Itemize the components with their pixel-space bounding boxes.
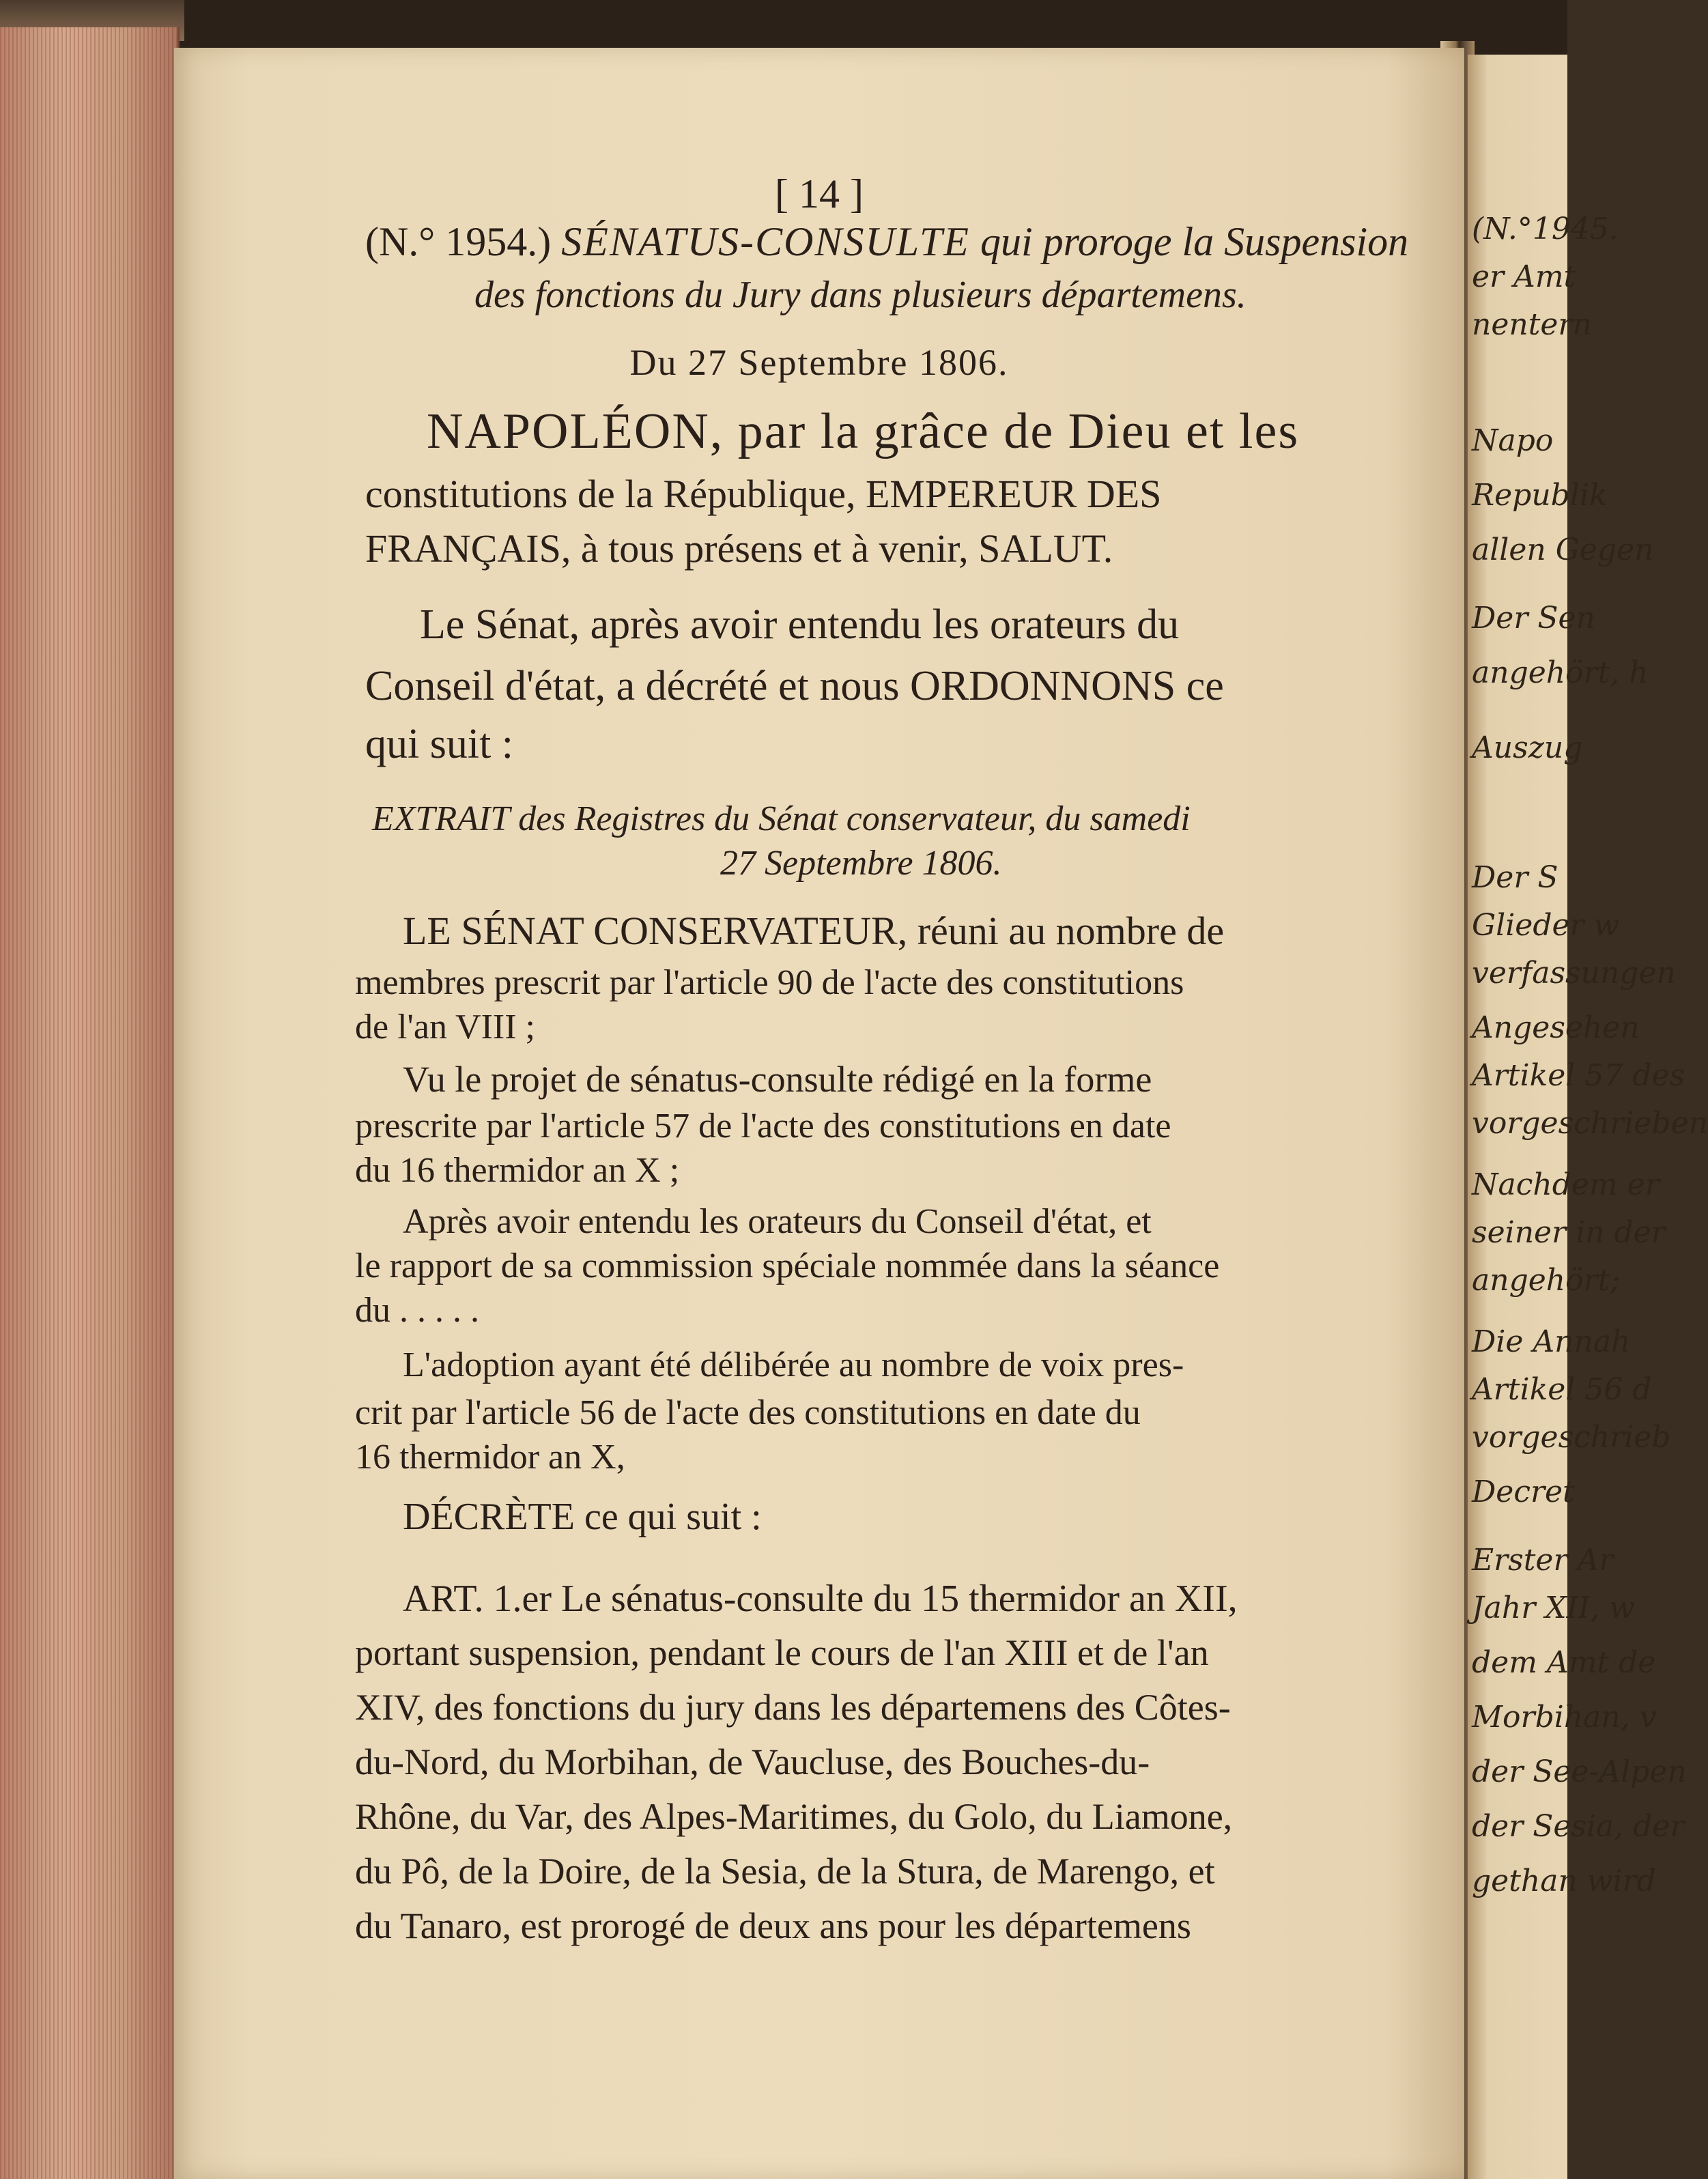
facing-line: Republik	[1472, 478, 1608, 513]
para3-line-1: Après avoir entendu les orateurs du Conseil d'état, et	[403, 1202, 1152, 1241]
para4-line-3: 16 thermidor an X,	[355, 1438, 625, 1477]
left-page	[174, 48, 1464, 2179]
heading-title-rest: qui proroge la Suspension	[980, 219, 1409, 264]
intro-line-1: Le Sénat, après avoir entendu les orateurs du	[420, 601, 1180, 648]
facing-line: Der Sen	[1472, 601, 1595, 636]
facing-line: gethan wird	[1472, 1864, 1656, 1898]
facing-line: Erster Ar	[1472, 1543, 1614, 1578]
intro-line-2: Conseil d'état, a décrété et nous ORDONNONS ce	[365, 663, 1224, 709]
facing-line: Die Annah	[1472, 1324, 1631, 1359]
facing-line: Morbihan, v	[1472, 1700, 1657, 1735]
article1-line-3: XIV, des fonctions du jury dans les départemens des Côtes-	[355, 1687, 1231, 1728]
facing-line: angehört;	[1472, 1263, 1621, 1298]
facing-line: Der S	[1472, 860, 1558, 895]
article1-line-4: du-Nord, du Morbihan, de Vaucluse, des Bouches-du-	[355, 1741, 1150, 1782]
decree-line: DÉCRÈTE ce qui suit :	[403, 1496, 762, 1538]
facing-line: Angesehen	[1472, 1010, 1640, 1045]
facing-page	[1468, 55, 1708, 2179]
article1-line-5: Rhône, du Var, des Alpes-Maritimes, du Golo, du Liamone,	[355, 1796, 1233, 1837]
para2-line-2: prescrite par l'article 57 de l'acte des constitutions en date	[355, 1107, 1171, 1145]
facing-line: verfassungen	[1472, 956, 1676, 991]
para1-line-3: de l'an VIII ;	[355, 1008, 535, 1046]
heading-line-2: des fonctions du Jury dans plusieurs départemens.	[474, 274, 1247, 316]
facing-line: nentern	[1472, 307, 1592, 342]
facing-line: Artikel 56 d	[1472, 1372, 1652, 1407]
facing-line: dem Amt de	[1472, 1645, 1656, 1680]
article1-line-7: du Tanaro, est prorogé de deux ans pour les départemens	[355, 1905, 1191, 1946]
facing-line: seiner in der	[1472, 1215, 1666, 1250]
facing-line: Nachdem er	[1472, 1167, 1660, 1202]
facing-line: Napo	[1472, 423, 1554, 458]
heading-number: (N.° 1954.)	[365, 219, 552, 264]
para4-line-1: L'adoption ayant été délibérée au nombre de voix pres-	[403, 1345, 1184, 1384]
facing-line: angehört, h	[1472, 655, 1649, 690]
facing-line: vorgeschrieben	[1472, 1106, 1708, 1141]
para2-line-3: du 16 thermidor an X ;	[355, 1151, 680, 1190]
facing-line: Auszug	[1472, 730, 1583, 765]
facing-line: allen Gegen	[1472, 532, 1654, 567]
facing-line: Decret	[1472, 1475, 1575, 1509]
extract-line-2: 27 Septembre 1806.	[720, 844, 1002, 883]
para3-line-3: du . . . . .	[355, 1291, 479, 1330]
book-page-edge	[0, 27, 180, 2179]
facing-line: vorgeschrieb	[1472, 1420, 1671, 1455]
extract-line-1: EXTRAIT des Registres du Sénat conservateur, du samedi	[372, 799, 1191, 838]
article1-line-1: ART. 1.er Le sénatus-consulte du 15 thermidor an XII,	[403, 1578, 1238, 1620]
preamble-line-3: FRANÇAIS, à tous présens et à venir, SALUT.	[365, 526, 1113, 571]
intro-line-3: qui suit :	[365, 721, 514, 767]
page-number: [ 14 ]	[775, 171, 864, 216]
decree-date: Du 27 Septembre 1806.	[629, 342, 1009, 383]
facing-line: er Amt	[1472, 259, 1576, 294]
para4-line-2: crit par l'article 56 de l'acte des constitutions en date du	[355, 1393, 1141, 1432]
heading-title-caps: SÉNATUS-CONSULTE	[561, 219, 970, 264]
preamble-line-2: constitutions de la République, EMPEREUR DES	[365, 472, 1162, 516]
facing-line: der See-Alpen	[1472, 1754, 1687, 1789]
facing-line: der Sesia, der	[1472, 1809, 1685, 1844]
facing-line: Jahr XII, w	[1472, 1591, 1635, 1625]
facing-line: Glieder w	[1472, 908, 1620, 943]
preamble-line-1: NAPOLÉON, par la grâce de Dieu et les	[427, 403, 1300, 459]
facing-line: Artikel 57 des	[1472, 1058, 1685, 1093]
facing-line: (N.°1945.	[1472, 212, 1619, 246]
article1-line-2: portant suspension, pendant le cours de l'an XIII et de l'an	[355, 1632, 1209, 1673]
heading-line-1	[365, 218, 1408, 266]
para3-line-2: le rapport de sa commission spéciale nommée dans la séance	[355, 1247, 1220, 1285]
article1-line-6: du Pô, de la Doire, de la Sesia, de la Stura, de Marengo, et	[355, 1851, 1215, 1892]
para1-line-2: membres prescrit par l'article 90 de l'acte des constitutions	[355, 963, 1184, 1002]
para1-line-1: LE SÉNAT CONSERVATEUR, réuni au nombre de	[403, 909, 1225, 953]
para2-line-1: Vu le projet de sénatus-consulte rédigé en la forme	[403, 1059, 1152, 1100]
